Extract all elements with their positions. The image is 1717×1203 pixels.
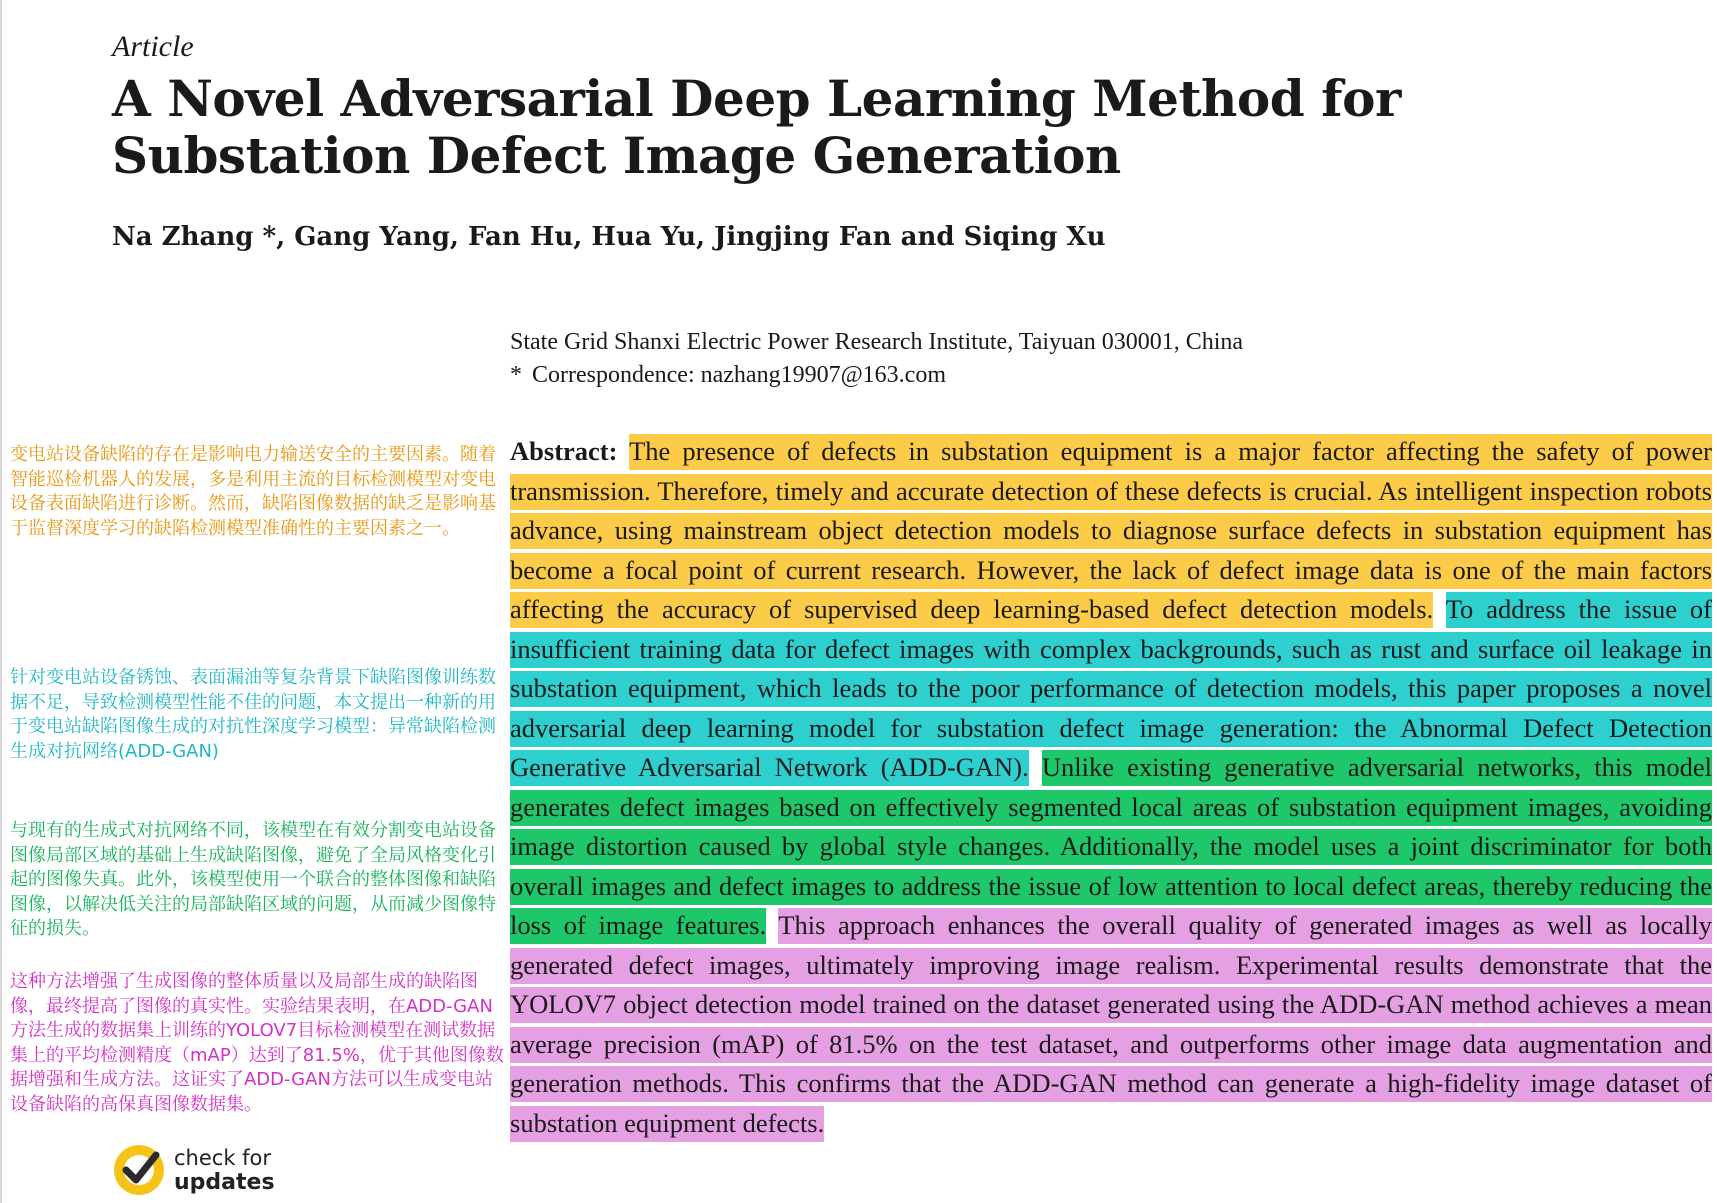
affiliation-institute: State Grid Shanxi Electric Power Research Institute, Taiyuan 030001, China — [510, 329, 1244, 355]
abstract-method-highlight: Unlike existing generative adversarial networks, this model generates defect images based on effectively segmented local areas of substation equipment images, avoiding image distortion caused by global style changes. Additionally, the model uses a joint discriminator for both overall images and defect images to address the issue of low attention to local defect areas, thereby reducing the loss of image features. — [510, 750, 1712, 944]
paper-title: A Novel Adversarial Deep Learning Method for Substation Defect Image Generation — [112, 69, 1401, 185]
abstract-results-highlight: This approach enhances the overall quality of generated images as well as locally generated defect images, ultimately improving image realism. Experimental results demonstrate that the YOLOV7 object detection model trained on the dataset generated using the ADD-GAN method achieves a mean average precision (mAP) of 81.5% on the test dataset, and outperforms other image data augmentation and generation methods. This confirms that the ADD-GAN method can generate a high-fidelity image dataset of substation equipment defects. — [510, 908, 1712, 1142]
margin-note-background: 变电站设备缺陷的存在是影响电力输送安全的主要因素。随着智能巡检机器人的发展，多是利用主流的目标检测模型对变电设备表面缺陷进行诊断。然而，缺陷图像数据的缺乏是影响基于监督深度学习的缺陷检测模型准确性的主要因素之一。 — [10, 444, 496, 539]
abstract-paragraph — [510, 432, 1712, 1143]
margin-note-results: 这种方法增强了生成图像的整体质量以及局部生成的缺陷图像，最终提高了图像的真实性。实验结果表明，在ADD-GAN方法生成的数据集上训练的YOLOV7目标检测模型在测试数据集上的平均检测精度（mAP）达到了81.5%，优于其他图像数据增强和生成方法。这证实了ADD-GAN方法可以生成变电站设备缺陷的高保真图像数据集。 — [10, 971, 504, 1115]
correspondence-marker: * — [510, 362, 522, 388]
article-type-label: Article — [112, 30, 194, 63]
affiliation-block — [510, 326, 1243, 392]
abstract-background-highlight: The presence of defects in substation equipment is a major factor affecting the safety of power transmission. Therefore, timely and accurate detection of these defects is crucial. As intelligent inspection robots advance, using mainstream object detection models to diagnose surface defects in substation equipment has become a focal point of current research. However, the lack of defect image data is one of the main factors affecting the accuracy of supervised deep learning-based defect detection models. — [510, 434, 1712, 628]
correspondence-line — [510, 359, 1243, 392]
margin-note-problem: 针对变电站设备锈蚀、表面漏油等复杂背景下缺陷图像训练数据不足，导致检测模型性能不佳的问题，本文提出一种新的用于变电站缺陷图像生成的对抗性深度学习模型：异常缺陷检测生成对抗网络(ADD-GAN) — [10, 667, 496, 762]
abstract-problem-highlight: To address the issue of insufficient training data for defect images with complex backgrounds, such as rust and surface oil leakage in substation equipment, which leads to the poor performance of detection models, this paper proposes a novel adversarial deep learning model for substation defect image generation: the Abnormal Defect Detection Generative Adversarial Network (ADD-GAN). — [510, 592, 1712, 786]
badge-text-updates: updates — [174, 1170, 275, 1195]
margin-note-method: 与现有的生成式对抗网络不同，该模型在有效分割变电站设备图像局部区域的基础上生成缺陷图像，避免了全局风格变化引起的图像失真。此外，该模型使用一个联合的整体图像和缺陷图像，以解决低关注的局部缺陷区域的问题，从而减少图像特征的损失。 — [10, 820, 496, 940]
abstract-label: Abstract: — [510, 436, 618, 466]
author-list: Na Zhang *, Gang Yang, Fan Hu, Hua Yu, Jingjing Fan and Siqing Xu — [112, 222, 1106, 252]
badge-text-check-for: check for — [174, 1146, 272, 1170]
correspondence-email[interactable]: Correspondence: nazhang19907@163.com — [532, 362, 946, 388]
page-left-rule — [0, 0, 2, 1203]
check-for-updates-badge[interactable] — [112, 1143, 282, 1199]
check-circle-icon — [112, 1143, 166, 1197]
